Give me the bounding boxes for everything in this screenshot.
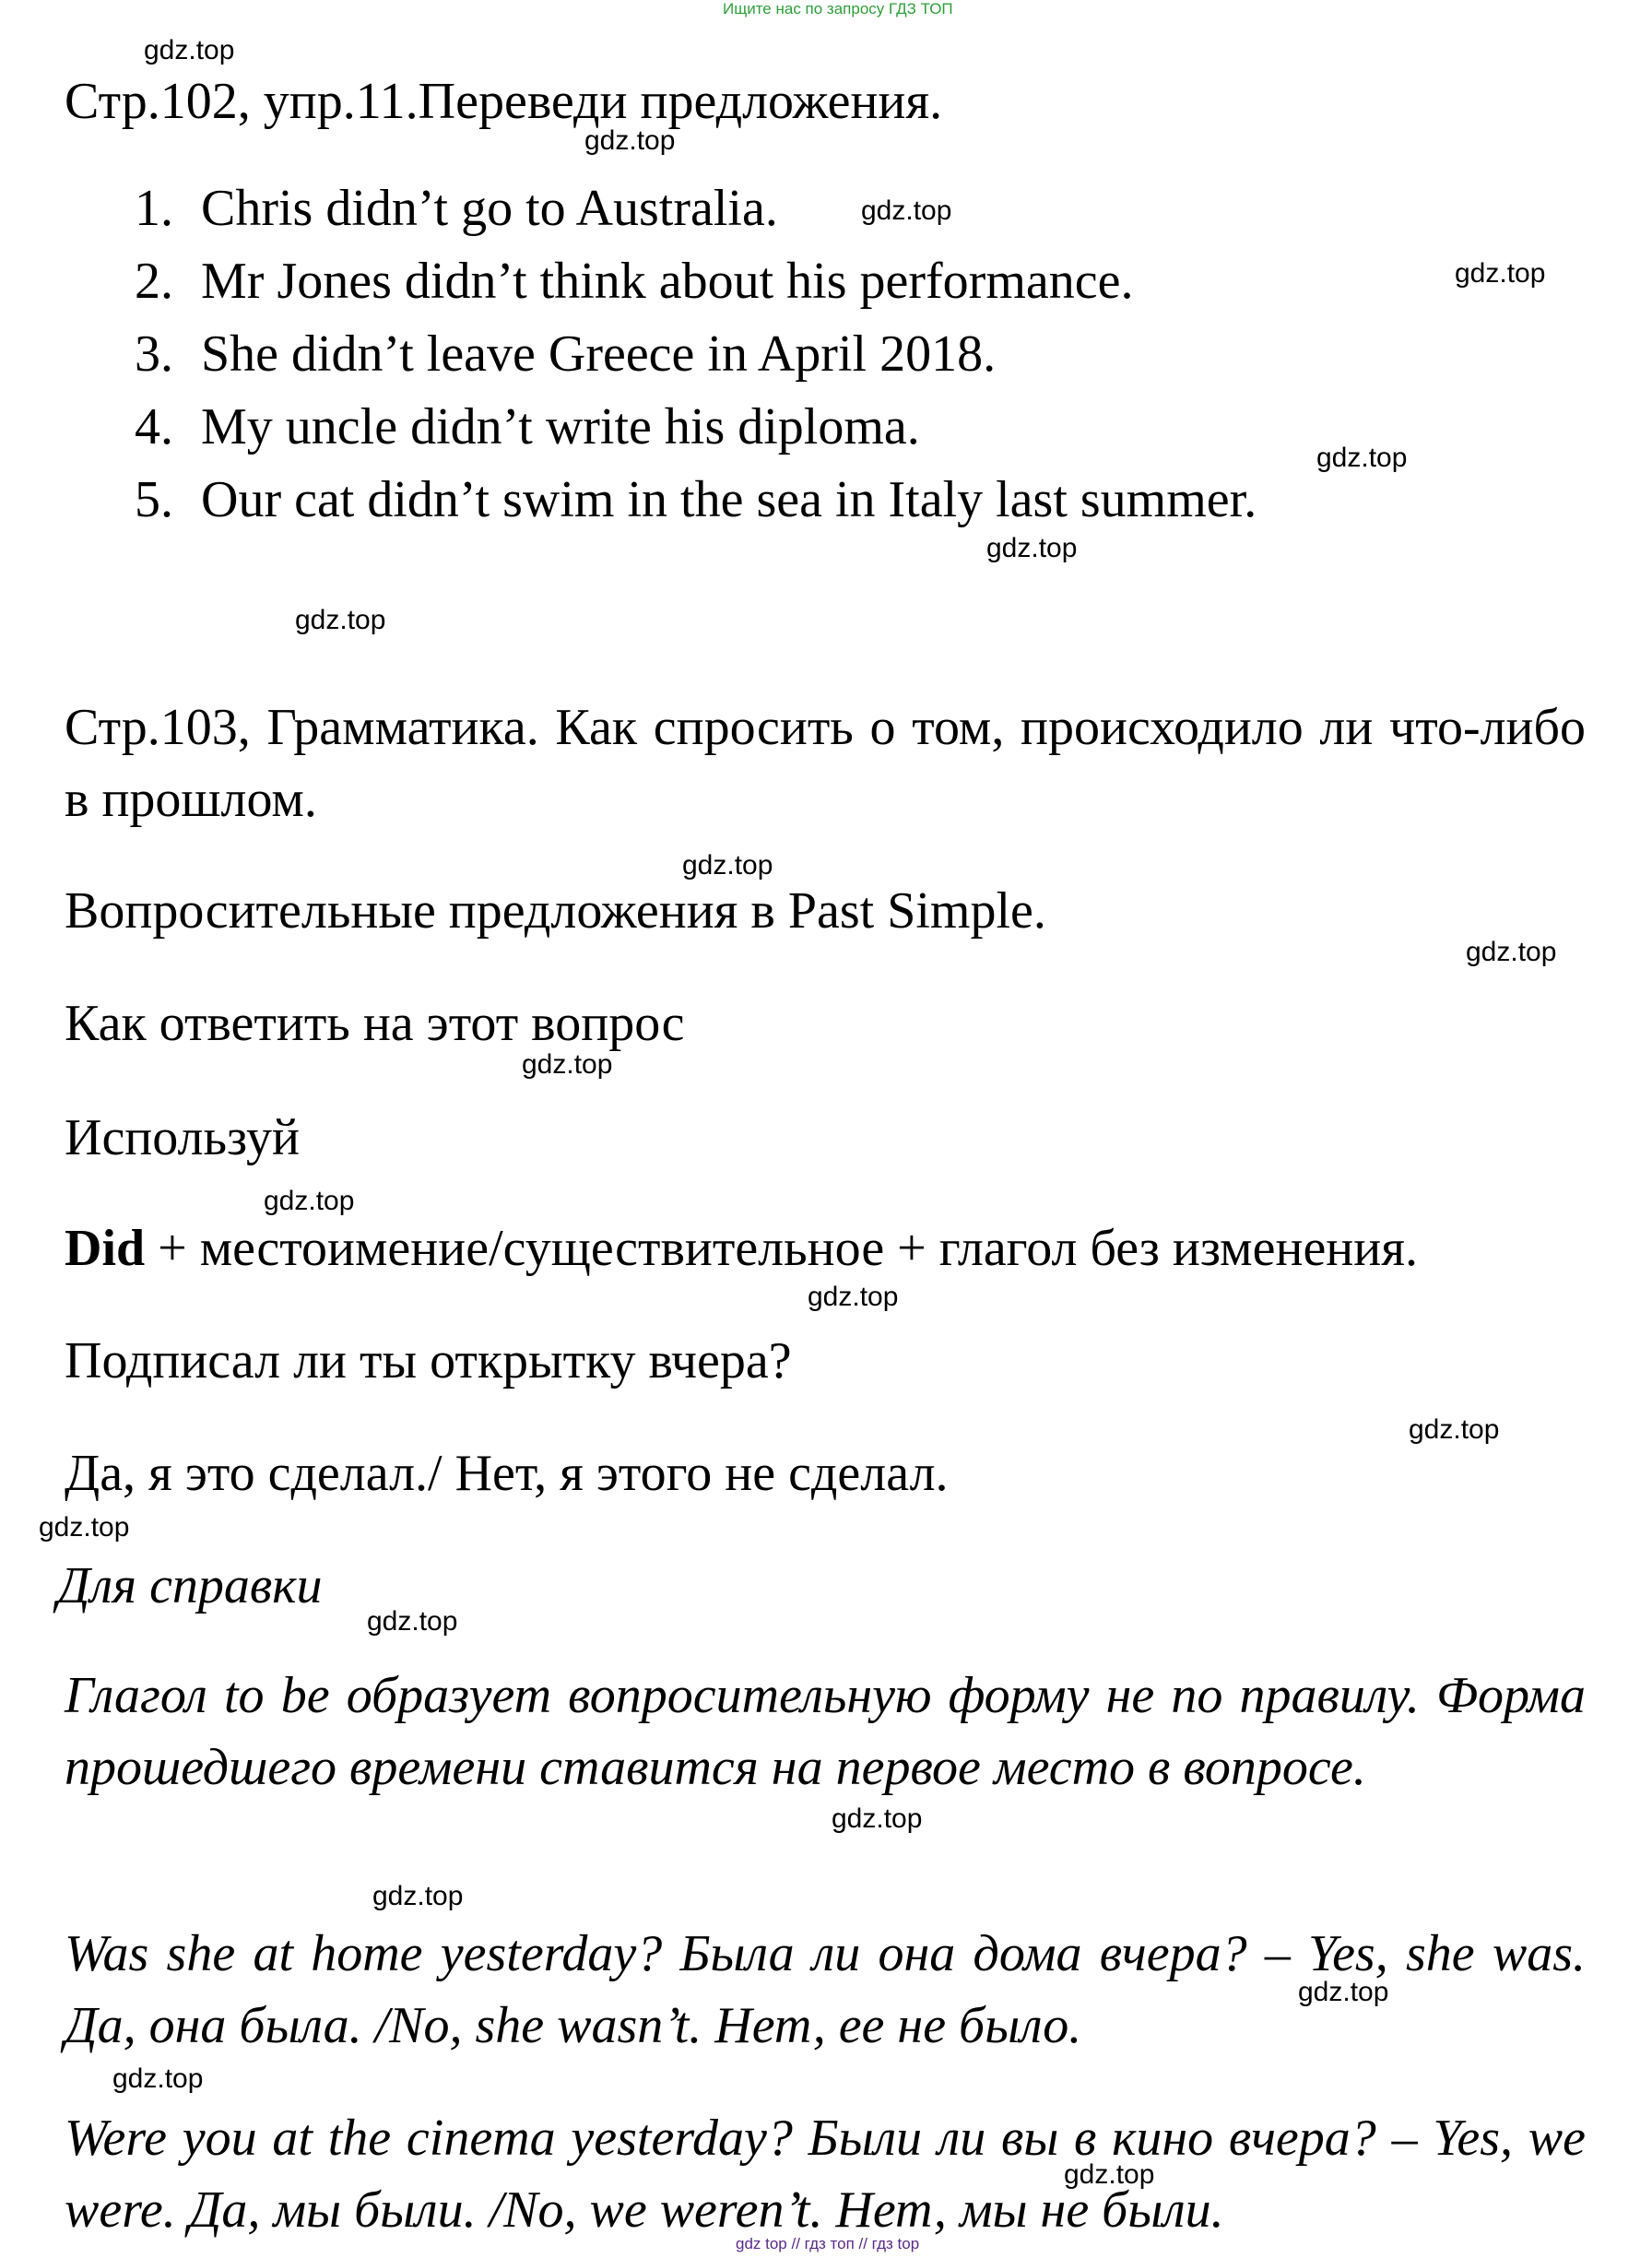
item-number: 3. [135,325,173,383]
watermark: gdz.top [522,1049,613,1080]
top-banner: Ищите нас по запросу ГДЗ ТОП [723,0,953,18]
item-number: 1. [135,180,173,237]
reference-example-1: Was she at home yesterday? Была ли она дома вчера? – Yes, she was. Да, она была. /No, she wasn’t. Нет, ее не было. [65,1925,1586,2054]
item-number: 2. [135,253,173,310]
watermark: gdz.top [39,1512,130,1543]
reference-example-2: Were you at the cinema yesterday? Были ли вы в кино вчера? – Yes, we were. Да, мы были. /No, we weren’t. Нет, мы не были. [65,2110,1586,2239]
item-text: My uncle didn’t write his diploma. [201,398,920,455]
item-text: Mr Jones didn’t think about his performance. [201,253,1134,310]
item-number: 5. [135,471,173,528]
watermark: gdz.top [832,1803,923,1834]
watermark: gdz.top [112,2063,204,2094]
grammar-subtitle: Вопросительные предложения в Past Simple. [65,882,1046,940]
item-text: She didn’t leave Greece in April 2018. [201,325,997,383]
watermark: gdz.top [808,1282,899,1312]
watermark: gdz.top [1455,258,1546,289]
use-label: Используй [65,1109,300,1166]
watermark: gdz.top [372,1881,464,1911]
formula [65,1220,1418,1277]
watermark: gdz.top [1466,937,1557,967]
example-answer: Да, я это сделал./ Нет, я этого не сделал. [65,1445,949,1502]
formula-did: Did [65,1220,146,1277]
reference-title: Для справки [57,1557,323,1614]
watermark: gdz.top [367,1606,458,1637]
watermark: gdz.top [1316,443,1408,473]
item-text: Chris didn’t go to Australia. [201,180,778,237]
list-item [135,398,920,455]
watermark: gdz.top [1064,2159,1155,2190]
watermark: gdz.top [682,850,773,881]
grammar-heading: Стр.103, Грамматика. Как спросить о том, происходило ли что-либо в прошлом. [65,699,1586,828]
reference-rule: Глагол to be образует вопросительную форму не по правилу. Форма прошедшего времени ставится на первое место в вопросе. [65,1667,1586,1796]
watermark: gdz.top [1409,1414,1500,1445]
list-item [135,253,1134,310]
list-item [135,471,1257,528]
item-number: 4. [135,398,173,455]
list-item [135,180,778,237]
watermark: gdz.top [986,533,1078,563]
item-text: Our cat didn’t swim in the sea in Italy last summer. [201,471,1257,528]
how-to-answer: Как ответить на этот вопрос [65,995,685,1052]
formula-rest: + местоимение/существительное + глагол без изменения. [145,1220,1418,1277]
watermark: gdz.top [584,125,676,156]
watermark: gdz.top [295,605,386,635]
watermark: gdz.top [144,35,235,65]
bottom-banner: gdz top // гдз топ // гдз top [736,2235,920,2252]
watermark: gdz.top [1298,1977,1389,2007]
watermark: gdz.top [264,1186,355,1216]
exercise-heading: Стр.102, упр.11.Переведи предложения. [65,73,943,130]
watermark: gdz.top [861,195,952,226]
example-question: Подписал ли ты открытку вчера? [65,1332,792,1389]
list-item [135,325,997,383]
